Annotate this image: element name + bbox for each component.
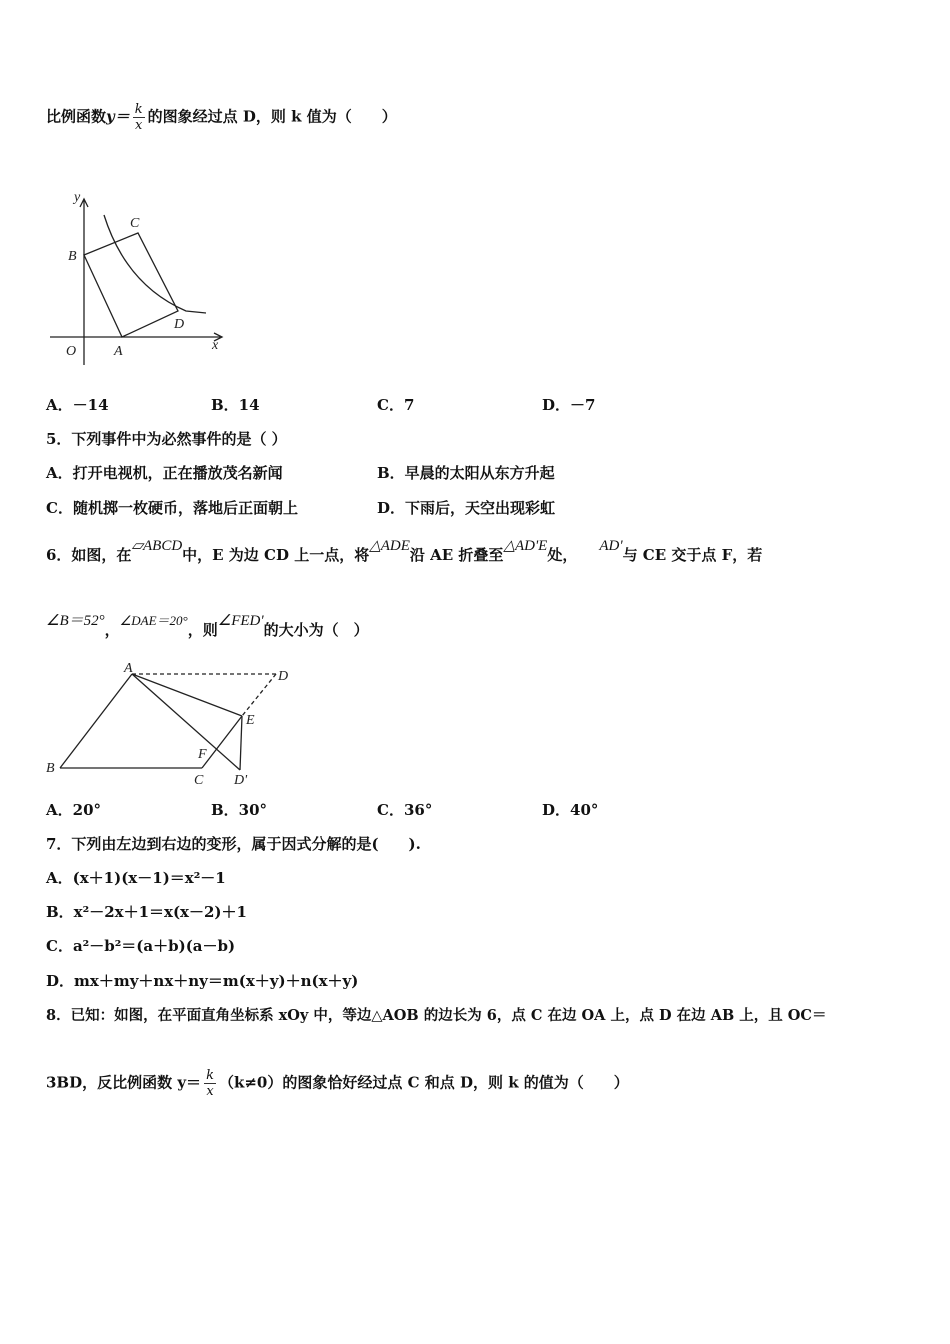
q6-part4: 处， [547, 546, 578, 564]
q6-part3: 沿 AE 折叠至 [409, 546, 504, 564]
q6-math-angle-dae: ∠DAE＝20° [119, 613, 188, 628]
q6-label-c: C [194, 773, 204, 788]
q6-side-de-dashed [242, 674, 276, 716]
q6-math-angle-b: ∠B＝52° [46, 613, 105, 629]
q7-option-c: C．a²－b²＝(a＋b)(a－b) [46, 937, 236, 955]
q8-stem-line2 [46, 1068, 629, 1099]
q6-math-angle-fed: ∠FED' [217, 613, 264, 629]
q6-math-triangle-ade: △ADE [369, 538, 410, 554]
q6-label-e: E [246, 713, 255, 728]
q6-stem-line1 [46, 538, 763, 565]
q6-label-a: A [124, 661, 133, 676]
q8-line2-prefix: 3BD，反比例函数 y＝ [46, 1073, 202, 1092]
q6-fold-ae [132, 674, 242, 716]
q6-line-adprime [132, 674, 240, 770]
q8-line2-suffix: （k≠0）的图象恰好经过点 C 和点 D，则 k 的值为（ ） [218, 1073, 629, 1092]
q5-stem: 5．下列事件中为必然事件的是（ ） [46, 430, 287, 448]
q7-stem: 7．下列由左边到右边的变形，属于因式分解的是( ). [46, 835, 421, 853]
q4-label-a: A [114, 344, 123, 359]
q6-part7: 的大小为（ ） [263, 621, 369, 639]
q5-option-d: D．下雨后，天空出现彩虹 [377, 499, 556, 517]
q6-side-ab [60, 674, 132, 768]
q6-line-edprime [240, 716, 242, 770]
q7-option-b: B．x²－2x＋1＝x(x－2)＋1 [46, 903, 247, 921]
q4-label-d: D [174, 317, 185, 332]
q5-option-b: B．早晨的太阳从东方升起 [377, 464, 555, 482]
q6-math-adprime: AD' [599, 538, 623, 554]
q4-label-o: O [66, 344, 77, 359]
q5-option-a: A．打开电视机，正在播放茂名新闻 [46, 464, 283, 482]
q5-option-c: C．随机掷一枚硬币，落地后正面朝上 [46, 499, 298, 517]
q4-stem-prefix: 比例函数 [46, 107, 107, 126]
q6-label-b: B [46, 761, 55, 776]
q4-rectangle [84, 233, 178, 337]
q4-option-d: D．－7 [542, 396, 596, 414]
q4-label-c: C [130, 216, 140, 231]
q6-option-a: A．20° [46, 801, 102, 819]
q4-option-b: B．14 [211, 396, 260, 414]
q4-frac-num: k [134, 102, 143, 117]
q6-part1: 6．如图，在 [46, 546, 132, 564]
q6-part5: 与 CE 交于点 F，若 [622, 546, 763, 564]
q4-frac-den: x [133, 117, 145, 133]
q4-stem-suffix: 的图象经过点 D，则 k 值为（ ） [147, 107, 397, 126]
q4-label-b: B [68, 249, 77, 264]
q8-frac-num: k [206, 1068, 214, 1083]
q6-stem-line2 [46, 613, 369, 640]
q6-part2: 中，E 为边 CD 上一点，将 [182, 546, 370, 564]
q7-option-a: A．(x＋1)(x－1)＝x²－1 [46, 869, 226, 887]
q4-label-x: x [212, 338, 219, 353]
q8-frac-den: x [204, 1083, 216, 1099]
q4-fraction [133, 102, 145, 133]
q4-hyperbola [104, 215, 206, 313]
q6-option-c: C．36° [377, 801, 433, 819]
q4-label-y: y [74, 190, 81, 205]
q6-option-b: B．30° [211, 801, 268, 819]
q6-option-d: D．40° [542, 801, 599, 819]
q6-math-parallelogram: ▱ABCD [131, 538, 183, 554]
q6-sep: ， [104, 621, 120, 639]
q4-figure [46, 185, 236, 365]
q6-label-dprime: D' [234, 773, 248, 788]
q4-func-lhs: y＝ [106, 107, 130, 126]
q4-option-c: C．7 [377, 396, 415, 414]
q6-math-triangle-adprime-e: △AD'E [503, 538, 548, 554]
q4-option-a: A．－14 [46, 396, 109, 414]
q8-fraction [204, 1068, 216, 1099]
q6-label-d: D [278, 669, 289, 684]
q8-stem-line1: 8．已知：如图，在平面直角坐标系 xOy 中，等边△AOB 的边长为 6，点 C 在边 OA 上，点 D 在边 AB 上，且 OC＝ [46, 1007, 827, 1024]
q6-label-f: F [198, 747, 207, 762]
q6-part6: ，则 [187, 621, 218, 639]
q7-option-d: D．mx＋my＋nx＋ny＝m(x＋y)＋n(x＋y) [46, 972, 359, 990]
q6-figure [44, 660, 304, 790]
q4-stem [46, 102, 397, 133]
